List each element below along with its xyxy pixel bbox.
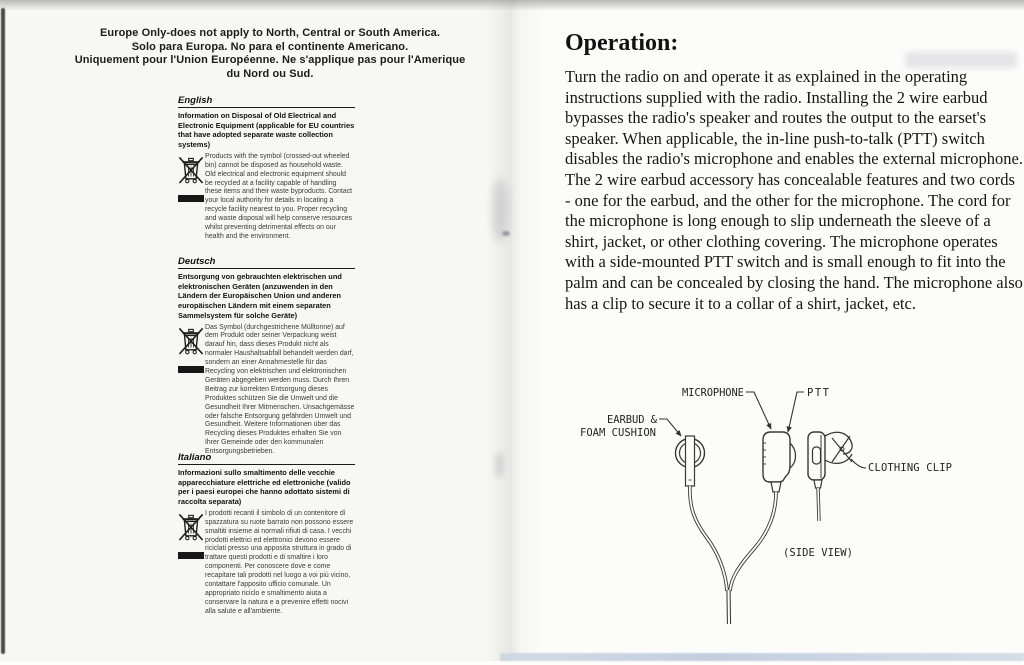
- black-bar: [178, 552, 204, 559]
- notice-line-fr-2: du Nord ou Sud.: [226, 67, 314, 80]
- section-language-label: Italiano: [178, 452, 355, 465]
- section-italiano: [178, 452, 355, 617]
- body-paragraph: I prodotti recanti il simbolo di un contenitore di spazzatura su ruote barrato non possono essere smaltiti insieme ai normali rifiuti di casa. I vecchi prodotti elettrici ed elettronici devono essere riciclati presso una apposita struttura in grado di trattare questi prodotti e di smaltire i loro componenti. Per conoscere dove e come recapitare tali prodotti nel luogo a voi più vicino, contattare l'apposito ufficio comunale. Un appropriato riciclo e smaltimento aiuta a conservare la natura e a prevenire effetti nocivi alla salute e all'ambiente.: [205, 509, 354, 615]
- black-bar: [178, 366, 204, 373]
- label-clothing-clip: CLOTHING CLIP: [868, 462, 952, 474]
- notice-line-es: Solo para Europa. No para el continente Americano.: [131, 40, 409, 53]
- operation-paragraph: Turn the radio on and operate it as explained in the operating instructions supplied with the radio. Installing the 2 wire earbud bypasses the radio's speaker and routes the output to the earset's speaker. When applicable, the in-line push-to-talk (PTT) switch disables the radio's microphone and enables the external microphone.: [565, 67, 1023, 169]
- page-binding-seam: [486, 0, 544, 661]
- clip-arm-lower: [825, 454, 852, 463]
- earbud-diagram: [555, 370, 1020, 660]
- microphone-drawing: [729, 432, 796, 624]
- notice-line-en: Europe Only-does not apply to North, Central or South America.: [99, 27, 441, 39]
- section-body: [205, 510, 355, 617]
- weee-bin-icon: [178, 344, 204, 361]
- black-bar: [178, 195, 204, 202]
- section-title: Entsorgung von gebrauchten elektrischen und elektronischen Geräten (anzuwenden in den Ländern der Europäischen Union und anderen europäischen Ländern mit einem separaten Sammelsystem für solche Geräte): [178, 272, 342, 320]
- body-paragraph: Old electrical and electronic equipment should be recycled at a facility capable of handling these items and their waste byproducts. Contact your local authority for details in locating a recycle facility nearest to you. Proper recycling and waste disposal will help conserve resources whilst preventing detrimental effects on our health and the environment.: [205, 170, 353, 240]
- body-paragraph: Das Symbol (durchgestrichene Mülltonne) auf dem Produkt oder seiner Verpackung weist darauf hin, dass dieses Produkt nicht als normaler Haushaltsabfall behandelt werden darf, sondern an einer Annahmestelle für das Recycling von elektrischen und elektronischen Geräten abgegeben werden muss. Durch Ihren Beitrag zur korrekten Entsorgung dieses Produktes schützen Sie die Umwelt und die Gesundheit Ihrer Mitmenschen. Unsachgemässe oder falsche Entsorgung gefährden Umwelt und Gesundheit. Weitere Informationen über das Recycling dieses Produktes erhalten Sie von Ihrer Gemeinde oder den kommunalen Entsorgungsbetrieben.: [205, 323, 355, 456]
- operation-paragraph: The 2 wire earbud accessory has concealable features and two cords - one for the earbud, and the other for the microphone. The cord for the microphone is long enough to slip underneath the sleeve of a shirt, jacket, or other clothing covering. The microphone operates with a side-mounted PTT switch and is small enough to fit into the palm and can be concealed by closing the hand. The microphone also has a clip to secure it to a collar of a shirt, jacket, etc.: [565, 169, 1023, 313]
- leader-ptt: [788, 392, 804, 432]
- clip-arm-upper: [825, 432, 852, 454]
- section-title: Informazioni sullo smaltimento delle vecchie apparecchiature elettriche ed elettroniche (valido per i paesi europei che hanno adottato sistemi di raccolta separata): [178, 468, 351, 507]
- section-language-label: Deutsch: [178, 256, 355, 269]
- leader-microphone: [746, 392, 771, 429]
- operation-heading: Operation:: [565, 30, 679, 56]
- label-side-view: (SIDE VIEW): [783, 547, 853, 559]
- notice-line-fr-1: Uniquement pour l'Union Européenne. Ne s'applique pas pour l'Amerique: [74, 54, 466, 66]
- scan-speck: [502, 231, 510, 236]
- scan-bleedthrough: [905, 52, 1017, 68]
- section-title: Information on Disposal of Old Electrical and Electronic Equipment (applicable for EU countries that have adopted separate waste collection systems): [178, 111, 355, 150]
- earbud-drawing: [676, 436, 728, 591]
- operation-text: [565, 67, 1023, 314]
- label-ptt: PTT: [807, 387, 829, 399]
- scan-smudge: [495, 452, 504, 478]
- side-view-drawing: [808, 432, 852, 521]
- weee-bin-icon: [178, 173, 204, 190]
- section-body: [205, 324, 355, 458]
- weee-bin-icon: [178, 530, 204, 547]
- europe-only-notice: [30, 27, 510, 81]
- label-microphone: MICROPHONE: [682, 387, 744, 399]
- label-earbud-line1: EARBUD &: [607, 414, 657, 426]
- section-deutsch: [178, 256, 355, 457]
- section-english: [178, 95, 355, 242]
- scan-edge-left: [1, 8, 5, 654]
- body-paragraph: Products with the symbol (crossed-out wheeled bin) cannot be disposed as household waste.: [205, 152, 350, 169]
- label-earbud-line2: FOAM CUSHION: [580, 427, 656, 439]
- leader-earbud: [659, 419, 681, 436]
- section-language-label: English: [178, 95, 355, 108]
- section-body: [205, 153, 355, 242]
- leader-clothing-clip: [851, 459, 866, 468]
